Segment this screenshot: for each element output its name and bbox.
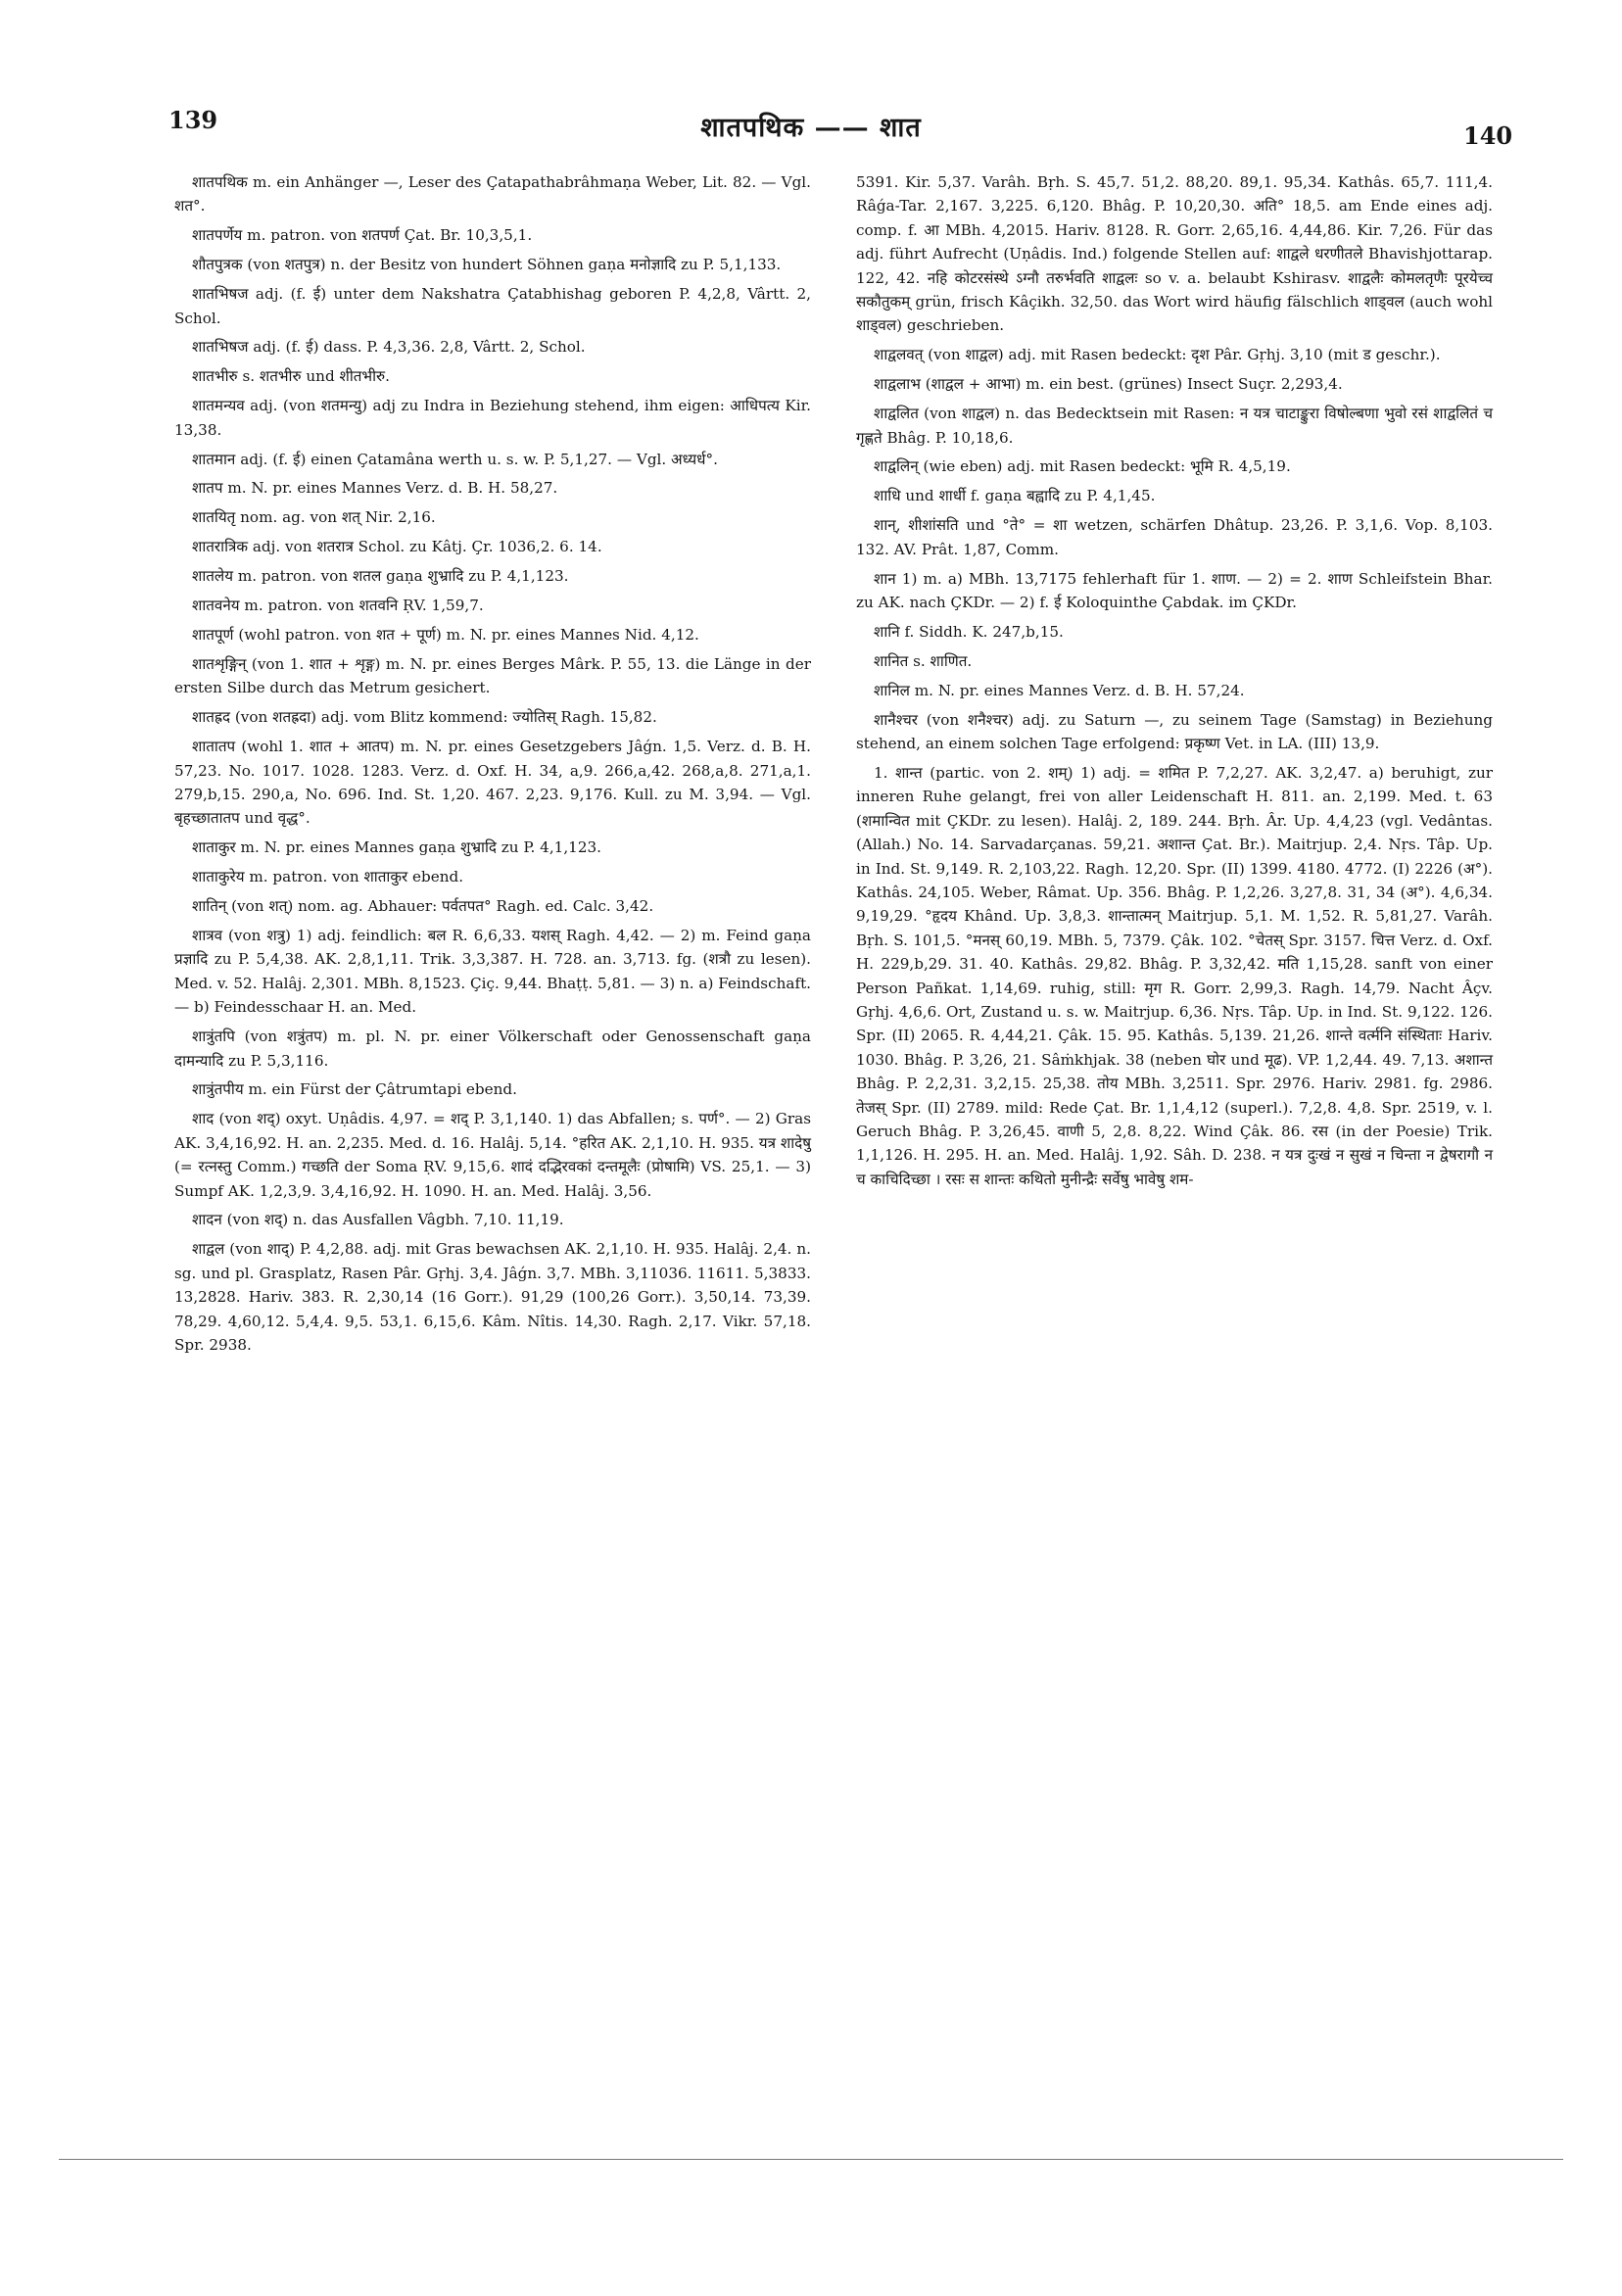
entry: शातयितृ nom. ag. von शत् Nir. 2,16.	[192, 508, 436, 527]
entry: शानैश्चर (von शनैश्चर) adj. zu Saturn —, zu seinem Tage (Samstag) in Beziehung stehend, an einem solchen Tage erfolgend: प्रकृष्ण Vet. in LA. (III) 13,9.	[856, 710, 1493, 753]
entry: शात्रुंतपि (von शत्रुंतप) m. pl. N. pr. einer Völkerschaft oder Genossenschaft gaṇa दामन्यादि zu P. 5,3,116.	[174, 1028, 811, 1070]
entry: शानित s. शाणित.	[874, 651, 973, 670]
entry: शाद्वलित (von शाद्वल) n. das Bedecktsein mit Rasen: न यत्र चाटाङ्कुरा विषोल्बणा भुवो रसं शाद्वलितं च गृह्णते Bhâg. P. 10,18,6.	[856, 405, 1493, 447]
entry: शातमन्यव adj. (von शतमन्यु) adj zu Indra in Beziehung stehend, ihm eigen: आधिपत्य Kir. 13,38.	[174, 397, 811, 439]
entry: शातपथिक m. ein Anhänger —, Leser des Çatapathabrâhmaṇa Weber, Lit. 82. — Vgl. शत°.	[174, 173, 811, 215]
entry: शातपूर्ण (wohl patron. von शत + पूर्ण) m. N. pr. eines Mannes Nid. 4,12.	[192, 626, 699, 644]
entry: 1. शान्त (partic. von 2. शम्) 1) adj. = शमित P. 7,2,27. AK. 3,2,47. a) beruhigt, zur inneren Ruhe gelangt, frei von aller Leidenschaft H. 811. an. 2,199. Med. t. 63 (शमान्वित mit ÇKDr. zu lesen). Halâj. 2, 189. 244. Bṛh. Âr. Up. 4,4,23 (vgl. Vedântas. (Allah.) No. 14. Sarvadarçanas. 59,21. अशान्त Çat. Br.). Maitrjup. 2,4. Nṛs. Tâp. Up. in Ind. St. 9,149. R. 2,103,22. Ragh. 12,20. Spr. (II) 1399. 4180. 4772. (I) 2226 (अ°). Kathâs. 24,105. Weber, Râmat. Up. 356. Bhâg. P. 1,2,26. 3,27,8. 31, 34 (अ°). 4,6,34. 9,19,29. °हृदय Khând. Up. 3,8,3. शान्तात्मन् Maitrjup. 5,1. M. 1,52. R. 5,81,27. Varâh. Bṛh. S. 101,5. °मनस् 60,19. MBh. 5, 7379. Çâk. 102. °चेतस् Spr. 3157. चित्त Verz. d. Oxf. H. 229,b,29. 31. 40. Kathâs. 29,82. Bhâg. P. 3,32,42. मति 1,15,28. sanft von einer Person Pañkat. 1,14,69. ruhig, still: मृग R. Gorr. 2,99,3. Ragh. 14,79. Nacht Âçv. Gṛhj. 4,6,6. Ort, Zustand u. s. w. Maitrjup. 6,36. Nṛs. Tâp. Up. in Ind. St. 9,122. 126. Spr. (II) 2065. R. 4,44,21. Çâk. 15. 95. Kathâs. 5,139. 21,26. शान्ते वर्त्मनि संस्थिताः Hariv. 1030. Bhâg. P. 3,26, 21. Sâṁkhjak. 38 (neben घोर und मूढ). VP. 1,2,44. 49. 7,13. अशान्त Bhâg. P. 2,2,31. 3,2,15. 25,38. तोय MBh. 3,2511. Spr. 2976. Hariv. 2981. fg. 2986. तेजस् Spr. (II) 2789. mild: Rede Çat. Br. 1,1,4,12 (superl.). 7,2,8. 4,8. Spr. 2519, v. l. Geruch Bhâg. P. 3,26,45. वाणी 5, 2,8. 8,22. Wind Çâk. 86. रस (in der Poesie) Trik. 1,1,126. H. 295. H. an. Med. Halâj. 1,92. Sâh. D. 238. न यत्र दुःखं न सुखं न चिन्ता न द्वेषरागौ न च काचिदिच्छा । रसः स शान्तः कथितो मुनीन्द्रैः सर्वेषु भावेषु शम-	[856, 763, 1493, 1188]
entry: शातिन् (von शत्) nom. ag. Abhauer: पर्वतपत° Ragh. ed. Calc. 3,42.	[192, 897, 654, 916]
right-column	[856, 170, 1493, 1197]
entry: शादन (von शद्) n. das Ausfallen Vâgbh. 7,10. 11,19.	[192, 1211, 564, 1229]
entry: शातह्रद (von शतह्रदा) adj. vom Blitz kommend: ज्योतिस् Ragh. 15,82.	[192, 708, 657, 727]
entry: शाताकुर m. N. pr. eines Mannes gaṇa शुभ्रादि zu P. 4,1,123.	[192, 838, 601, 857]
entry: शातमान adj. (f. ई) einen Çatamâna werth u. s. w. P. 5,1,27. — Vgl. अध्यर्ध°.	[192, 450, 718, 468]
entry: शातप m. N. pr. eines Mannes Verz. d. B. H. 58,27.	[192, 479, 558, 498]
page-number-left: 139	[168, 106, 218, 134]
entry: शातभिषज adj. (f. ई) unter dem Nakshatra Çatabhishag geboren P. 4,2,8, Vârtt. 2, Schol.	[174, 285, 811, 327]
entry: शात्रुंतपीय m. ein Fürst der Çâtrumtapi ebend.	[192, 1080, 517, 1099]
entry: शान्, शीशांसति und °ते° = शा wetzen, schärfen Dhâtup. 23,26. P. 3,1,6. Vop. 8,103. 132. AV. Prât. 1,87, Comm.	[856, 516, 1493, 558]
entry: शान 1) m. a) MBh. 13,7175 fehlerhaft für 1. शाण. — 2) = 2. शाण Schleifstein Bhar. zu AK. nach ÇKDr. — 2) f. ई Koloquinthe Çabdak. im ÇKDr.	[856, 569, 1493, 611]
footer-rule	[59, 2159, 1563, 2160]
entry: शाद (von शद्) oxyt. Uṇâdis. 4,97. = शद् P. 3,1,140. 1) das Abfallen; s. पर्ण°. — 2) Gras AK. 3,4,16,92. H. an. 2,235. Med. d. 16. Halâj. 5,14. °हरित AK. 2,1,10. H. 935. यत्र शादेषु (= रत्नस्तु Comm.) गच्छति der Soma ṚV. 9,15,6. शादं दद्भिरवकां दन्तमूलैः (प्रोषामि) VS. 25,1. — 3) Sumpf AK. 1,2,3,9. 3,4,16,92. H. 1090. H. an. Med. Halâj. 3,56.	[174, 1110, 811, 1200]
entry: शौतपुत्रक (von शतपुत्र) n. der Besitz von hundert Söhnen gaṇa मनोज्ञादि zu P. 5,1,133.	[192, 256, 782, 274]
entry: शाद्वल (von शाद्) P. 4,2,88. adj. mit Gras bewachsen AK. 2,1,10. H. 935. Halâj. 2,4. n. sg. und pl. Grasplatz, Rasen Pâr. Gṛhj. 3,4. Jâǵn. 3,7. MBh. 3,11036. 11611. 5,3833. 13,2828. Hariv. 383. R. 2,30,14 (16 Gorr.). 91,29 (100,26 Gorr.). 3,50,14. 73,39. 78,29. 4,60,12. 5,4,4. 9,5. 53,1. 6,15,6. Kâm. Nîtis. 14,30. Ragh. 2,17. Vikr. 57,18. Spr. 2938.	[174, 1240, 811, 1354]
entry: 5391. Kir. 5,37. Varâh. Bṛh. S. 45,7. 51,2. 88,20. 89,1. 95,34. Kathâs. 65,7. 111,4. Râǵa-Tar. 2,167. 3,225. 6,120. Bhâg. P. 10,20,30. अति° 18,5. am Ende eines adj. comp. f. आ MBh. 4,2015. Hariv. 8128. R. Gorr. 2,65,16. 4,44,86. Kir. 7,26. Für das adj. führt Aufrecht (Uṇâdis. Ind.) folgende Stellen auf: शाद्वले धरणीतले Bhavishjottarap. 122, 42. नहि कोटरसंस्थे ऽग्नौ तरुर्भवति शाद्वलः so v. a. belaubt Kshirasv. शाद्वलैः कोमलतृणैः पूरयेच्च सकौतुकम् grün, frisch Kâçikh. 32,50. das Wort wird häufig fälschlich शाड्वल (auch wohl शाड्वल) geschrieben.	[856, 173, 1493, 335]
entry: शाताकुरेय m. patron. von शाताकुर ebend.	[192, 868, 464, 886]
entry: शातरात्रिक adj. von शतरात्र Schol. zu Kâtj. Çr. 1036,2. 6. 14.	[192, 538, 602, 556]
entry: शानिल m. N. pr. eines Mannes Verz. d. B. H. 57,24.	[874, 681, 1245, 699]
entry: शाधि und शार्धी f. gaṇa बह्वादि zu P. 4,1,45.	[874, 487, 1156, 505]
left-column	[174, 170, 811, 1363]
entry: शाद्वलाभ (शाद्वल + आभा) m. ein best. (grünes) Insect Suçr. 2,293,4.	[874, 375, 1343, 394]
entry: शाद्वलवत् (von शाद्वल) adj. mit Rasen bedeckt: दृश Pâr. Gṛhj. 3,10 (mit ड geschr.).	[874, 346, 1441, 364]
entry: शातातप (wohl 1. शात + आतप) m. N. pr. eines Gesetzgebers Jâǵn. 1,5. Verz. d. B. H. 57,23. No. 1017. 1028. 1283. Verz. d. Oxf. H. 34, a,9. 266,a,42. 268,a,8. 271,a,1. 279,b,15. 290,a, No. 696. Ind. St. 1,20. 467. 2,23. 9,176. Kull. zu M. 3,94. — Vgl. बृहच्छातातप und वृद्ध°.	[174, 738, 811, 828]
page-number-right: 140	[1463, 121, 1513, 150]
entry: शातलेय m. patron. von शतल gaṇa शुभ्रादि zu P. 4,1,123.	[192, 567, 569, 586]
entry: शाद्वलिन् (wie eben) adj. mit Rasen bedeckt: भूमि R. 4,5,19.	[874, 457, 1291, 476]
entry: शातभीरु s. शतभीरु und शीतभीरु.	[192, 367, 390, 386]
entry: शातशृङ्गिन् (von 1. शात + शृङ्ग) m. N. pr. eines Berges Mârk. P. 55, 13. die Länge in der ersten Silbe durch das Metrum gesichert.	[174, 654, 811, 697]
entry: शात्रव (von शत्रु) 1) adj. feindlich: बल R. 6,6,33. यशस् Ragh. 4,42. — 2) m. Feind gaṇa प्रज्ञादि zu P. 5,4,38. AK. 2,8,1,11. Trik. 3,3,387. H. 728. an. 3,713. fg. (शत्रौ zu lesen). Med. v. 52. Halâj. 2,301. MBh. 8,1523. Çiç. 9,44. Bhaṭṭ. 5,81. — 3) n. a) Feindschaft. — b) Feindesschaar H. an. Med.	[174, 926, 811, 1017]
entry: शातभिषज adj. (f. ई) dass. P. 4,3,36. 2,8, Vârtt. 2, Schol.	[192, 338, 586, 357]
entry: शानि f. Siddh. K. 247,b,15.	[874, 622, 1064, 641]
entry: शातपर्णेय m. patron. von शतपर्ण Çat. Br. 10,3,5,1.	[192, 226, 533, 245]
running-head: शातपथिक —— शात	[700, 113, 922, 143]
entry: शातवनेय m. patron. von शतवनि ṚV. 1,59,7.	[192, 597, 484, 615]
